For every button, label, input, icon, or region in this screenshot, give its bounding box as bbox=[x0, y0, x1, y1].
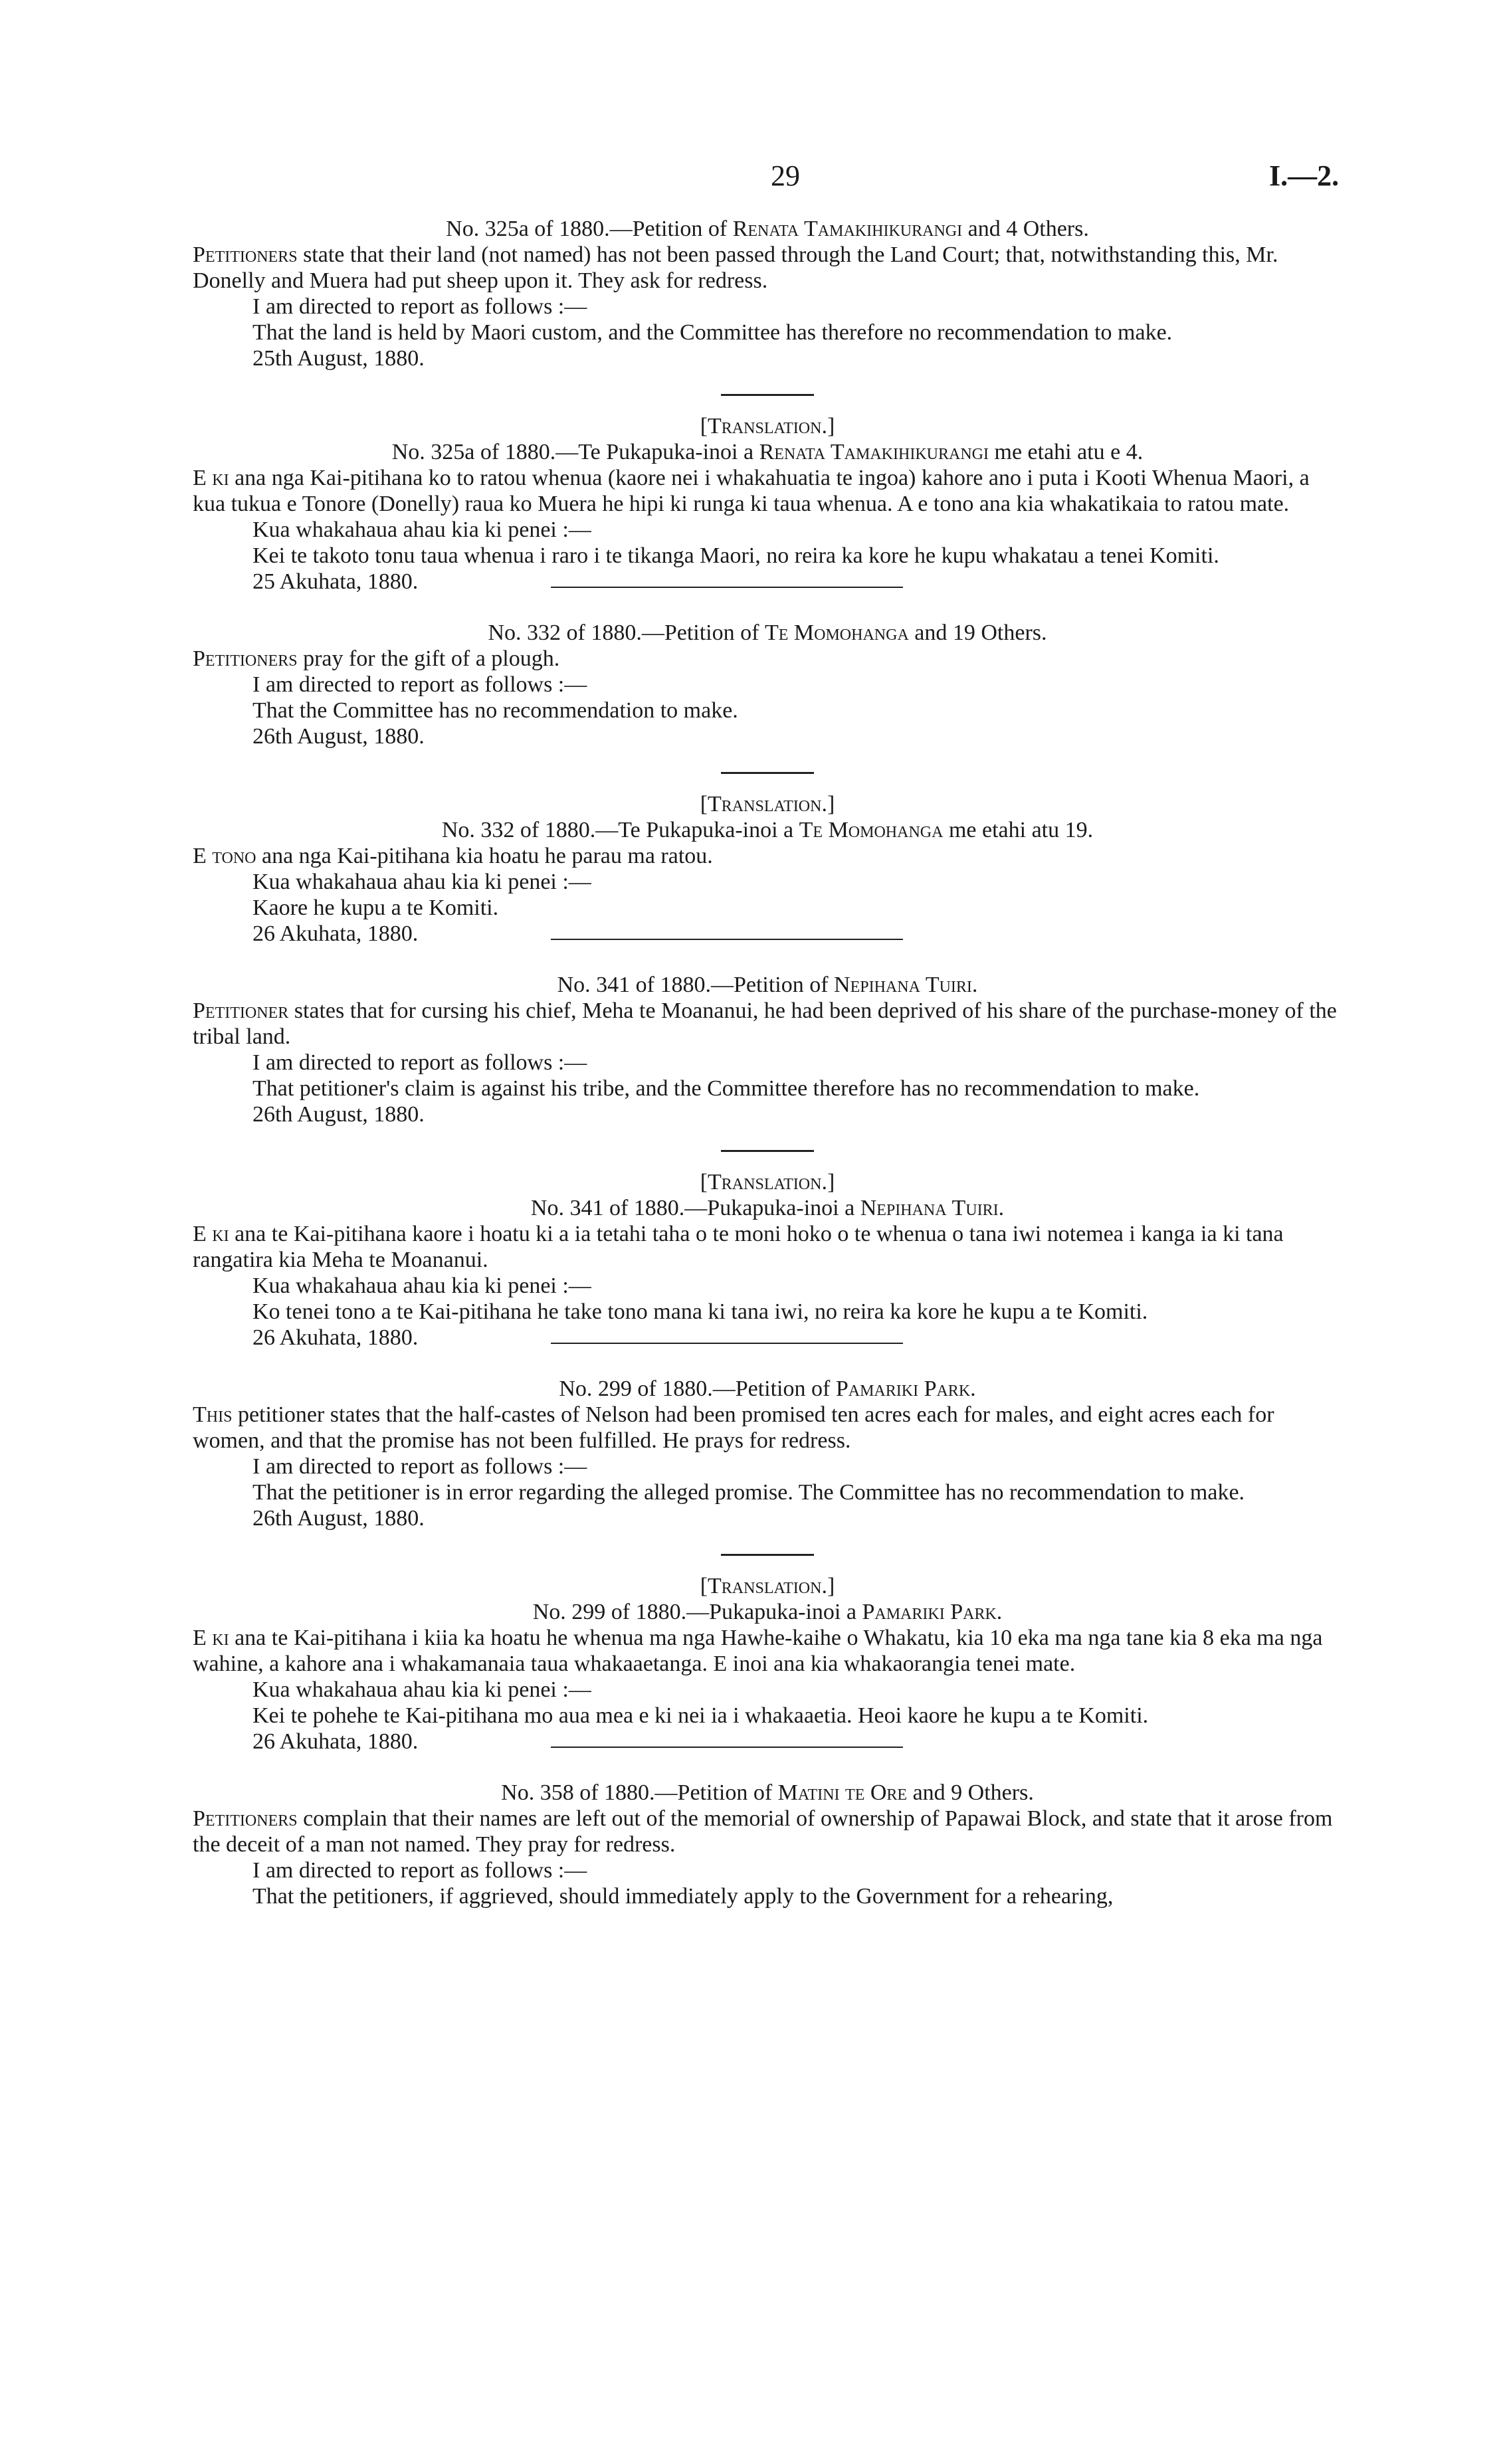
section-heading: No. 299 of 1880.—Petition of Pamariki Park. bbox=[559, 1376, 976, 1401]
translation-label: [Translation.] bbox=[700, 1574, 835, 1598]
directed-line: Kua whakahaua ahau kia ki penei :— bbox=[252, 870, 591, 894]
petition-358-english bbox=[193, 1780, 1342, 1909]
page-number: 29 bbox=[771, 159, 800, 192]
page-content bbox=[193, 216, 1342, 1909]
petition-body: This petitioner states that the half-castes of Nelson had been promised ten acres each for males, and eight acres each for women, and that the promise has not been fulfilled. He prays for redress. bbox=[193, 1402, 1274, 1453]
petition-341-english bbox=[193, 972, 1342, 1127]
section-heading: No. 325a of 1880.—Petition of Renata Tamakihikurangi and 4 Others. bbox=[446, 217, 1089, 241]
petition-body: Petitioners pray for the gift of a plough. bbox=[193, 646, 560, 671]
petition-325a-translation bbox=[193, 413, 1342, 595]
translation-label: [Translation.] bbox=[700, 414, 835, 438]
report-text: That the land is held by Maori custom, and the Committee has therefore no recommendation to make. bbox=[252, 320, 1173, 345]
section-date: 26th August, 1880. bbox=[252, 724, 425, 749]
translation-label: [Translation.] bbox=[700, 1170, 835, 1194]
section-heading: No. 341 of 1880.—Petition of Nepihana Tuiri. bbox=[557, 973, 978, 997]
divider-rule bbox=[551, 1747, 903, 1748]
report-text: Ko tenei tono a te Kai-pitihana he take tono mana ki tana iwi, no reira ka kore he kupu a te Komiti. bbox=[252, 1299, 1148, 1324]
petition-body: E ki ana te Kai-pitihana kaore i hoatu ki a ia tetahi taha o te moni hoko o te whenua o tana iwi notemea i kanga ia ki tana rangatira kia Meha te Moananui. bbox=[193, 1222, 1284, 1272]
report-text: That the Committee has no recommendation to make. bbox=[252, 698, 738, 723]
divider-rule bbox=[551, 1343, 903, 1344]
section-heading: No. 332 of 1880.—Petition of Te Momohanga and 19 Others. bbox=[488, 620, 1047, 645]
divider-rule bbox=[551, 587, 903, 588]
directed-line: Kua whakahaua ahau kia ki penei :— bbox=[252, 518, 591, 542]
translation-label: [Translation.] bbox=[700, 792, 835, 816]
section-heading: No. 332 of 1880.—Te Pukapuka-inoi a Te Momohanga me etahi atu 19. bbox=[441, 818, 1094, 842]
petition-325a-english bbox=[193, 216, 1342, 371]
section-date-row bbox=[193, 569, 1342, 595]
divider-rule bbox=[721, 1150, 814, 1152]
directed-line: Kua whakahaua ahau kia ki penei :— bbox=[252, 1677, 591, 1702]
petition-299-english bbox=[193, 1376, 1342, 1531]
document-id: I.—2. bbox=[1269, 159, 1340, 192]
section-date: 26 Akuhata, 1880. bbox=[252, 1729, 419, 1754]
section-date: 26 Akuhata, 1880. bbox=[252, 921, 419, 946]
petition-body: Petitioners complain that their names are left out of the memorial of ownership of Papawai Block, and state that it arose from the deceit of a man not named. They pray for redress. bbox=[193, 1806, 1333, 1857]
section-heading: No. 325a of 1880.—Te Pukapuka-inoi a Renata Tamakihikurangi me etahi atu e 4. bbox=[391, 440, 1144, 464]
directed-line: Kua whakahaua ahau kia ki penei :— bbox=[252, 1274, 591, 1298]
petition-body: Petitioner states that for cursing his chief, Meha te Moananui, he had been deprived of his share of the purchase-money of the tribal land. bbox=[193, 998, 1337, 1049]
section-date: 25 Akuhata, 1880. bbox=[252, 569, 419, 594]
directed-line: I am directed to report as follows :— bbox=[252, 294, 587, 319]
directed-line: I am directed to report as follows :— bbox=[252, 1050, 587, 1075]
petition-body: E tono ana nga Kai-pitihana kia hoatu he parau ma ratou. bbox=[193, 844, 713, 868]
divider-rule bbox=[721, 772, 814, 774]
petition-body: E ki ana te Kai-pitihana i kiia ka hoatu he whenua ma nga Hawhe-kaihe o Whakatu, kia 10 eka ma nga tane kia 8 eka ma nga wahine, a kahore ana i whakamanaia taua whakaaetanga. E inoi ana kia whakaorangia tenei mate. bbox=[193, 1626, 1323, 1676]
report-text: Kei te pohehe te Kai-pitihana mo aua mea e ki nei ia i whakaaetia. Heoi kaore he kupu a te Komiti. bbox=[252, 1703, 1149, 1728]
section-date: 26th August, 1880. bbox=[252, 1506, 425, 1531]
divider-rule bbox=[551, 939, 903, 940]
report-text: That petitioner's claim is against his tribe, and the Committee therefore has no recommendation to make. bbox=[252, 1076, 1200, 1101]
petition-body: Petitioners state that their land (not named) has not been passed through the Land Court; that, notwithstanding this, Mr. Donelly and Muera had put sheep upon it. They ask for redress. bbox=[193, 242, 1278, 293]
petition-332-english bbox=[193, 620, 1342, 749]
section-heading: No. 299 of 1880.—Pukapuka-inoi a Pamariki Park. bbox=[532, 1600, 1003, 1624]
directed-line: I am directed to report as follows :— bbox=[252, 672, 587, 697]
directed-line: I am directed to report as follows :— bbox=[252, 1858, 587, 1883]
section-date-row bbox=[193, 1729, 1342, 1754]
directed-line: I am directed to report as follows :— bbox=[252, 1454, 587, 1479]
report-text: Kei te takoto tonu taua whenua i raro i te tikanga Maori, no reira ka kore he kupu whakatau a tenei Komiti. bbox=[252, 543, 1219, 568]
report-text: Kaore he kupu a te Komiti. bbox=[252, 896, 499, 920]
petition-299-translation bbox=[193, 1573, 1342, 1754]
petition-332-translation bbox=[193, 791, 1342, 947]
report-text: That the petitioner is in error regarding the alleged promise. The Committee has no recommendation to make. bbox=[252, 1480, 1245, 1505]
section-date-row bbox=[193, 921, 1342, 947]
section-date: 25th August, 1880. bbox=[252, 346, 425, 371]
section-date: 26th August, 1880. bbox=[252, 1102, 425, 1127]
report-text: That the petitioners, if aggrieved, should immediately apply to the Government for a rehearing, bbox=[252, 1884, 1114, 1909]
section-date: 26 Akuhata, 1880. bbox=[252, 1325, 419, 1350]
section-heading: No. 358 of 1880.—Petition of Matini te Ore and 9 Others. bbox=[501, 1780, 1034, 1805]
section-heading: No. 341 of 1880.—Pukapuka-inoi a Nepihana Tuiri. bbox=[530, 1196, 1005, 1220]
divider-rule bbox=[721, 394, 814, 396]
petition-body: E ki ana nga Kai-pitihana ko to ratou whenua (kaore nei i whakahuatia te ingoa) kahore ano i puta i Kooti Whenua Maori, a kua tukua e Tonore (Donelly) raua ko Muera he hipi ki runga ki taua whenua. A e tono ana kia whakatikaia to ratou mate. bbox=[193, 466, 1310, 516]
section-date-row bbox=[193, 1325, 1342, 1351]
petition-341-translation bbox=[193, 1169, 1342, 1351]
divider-rule bbox=[721, 1554, 814, 1556]
